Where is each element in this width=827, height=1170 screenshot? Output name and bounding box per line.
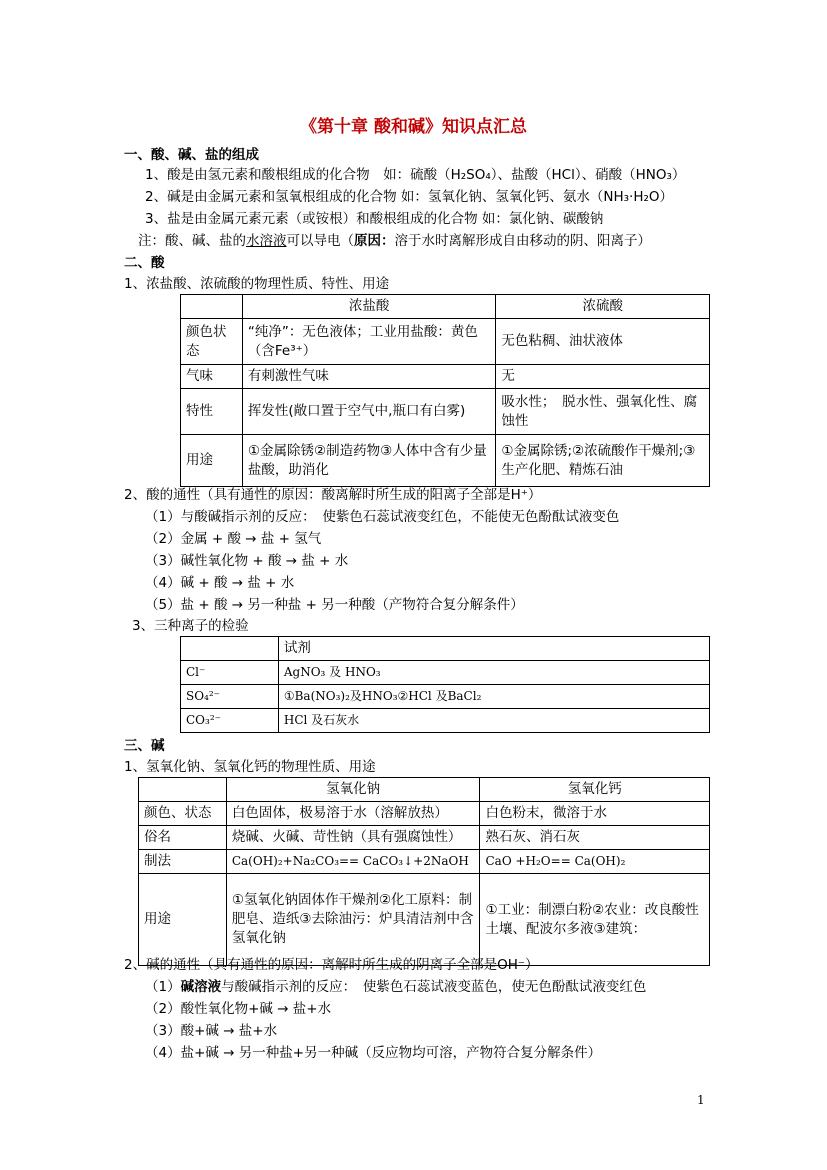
base-property-item [145,978,646,996]
table-cell: 气味 [181,365,243,389]
base-property-item: （4）盐+碱 → 另一种盐+另一种碱（反应物均可溶，产物符合复分解条件） [145,1045,602,1061]
acid-property-item: （1）与酸碱指示剂的反应： 使紫色石蕊试液变红色，不能使无色酚酞试液变色 [145,509,620,525]
table-cell: HCl 及石灰水 [278,709,709,733]
table-cell [181,637,279,661]
note-text: 可以导电（ [286,233,354,249]
acid-property-item: （2）金属 + 酸 → 盐 + 氢气 [145,531,322,547]
table-cell: SO₄²⁻ [181,685,279,709]
page-number: 1 [697,1093,705,1107]
table-cell: 无色粘稠、油状液体 [496,319,710,365]
table-cell: ①金属除锈②制造药物③人体中含有少量盐酸，助消化 [242,435,496,487]
table-cell: Ca(OH)₂+Na₂CO₃== CaCO₃↓+2NaOH [226,850,480,874]
ion-test-table [180,636,710,733]
item-bold: 碱溶液 [180,979,222,995]
conductivity-note [138,232,651,250]
acid-common-properties-heading: 2、酸的通性（具有通性的原因：酸离解时所生成的阳离子全部是H⁺） [124,487,542,503]
table-cell: ①金属除锈;②浓硫酸作干燥剂;③生产化肥、精炼石油 [496,435,710,487]
table-cell: 吸水性； 脱水性、强氧化性、腐蚀性 [496,389,710,435]
table-cell [181,295,243,319]
table-cell: 用途 [139,874,227,966]
table-cell: 白色固体，极易溶于水（溶解放热） [226,802,480,826]
table-cell: 颜色、状态 [139,802,227,826]
table-cell: 挥发性(敞口置于空气中,瓶口有白雾) [242,389,496,435]
table-cell: 特性 [181,389,243,435]
table-header: 试剂 [278,637,709,661]
table-header: 浓盐酸 [242,295,496,319]
section-heading-base: 三、碱 [124,738,165,754]
table-cell [139,778,227,802]
note-text: 注：酸、碱、盐的 [138,233,246,249]
acid-properties-table [180,294,710,487]
acid-subheading-properties: 1、浓盐酸、浓硫酸的物理性质、特性、用途 [124,276,390,292]
table-cell: “纯净”：无色液体；工业用盐酸：黄色（含Fe³⁺） [242,319,496,365]
table-cell: CO₃²⁻ [181,709,279,733]
table-cell: 熟石灰、消石灰 [480,826,710,850]
table-cell: 有刺激性气味 [242,365,496,389]
base-subheading-properties: 1、氢氧化钠、氢氧化钙的物理性质、用途 [124,759,376,775]
table-cell: ①Ba(NO₃)₂及HNO₃②HCl 及BaCl₂ [278,685,709,709]
table-cell: ①氢氧化钠固体作干燥剂②化工原料：制肥皂、造纸③去除油污：炉具清洁剂中含氢氧化钠 [226,874,480,966]
acid-definition: 1、酸是由氢元素和酸根组成的化合物 如：硫酸（H₂SO₄）、盐酸（HCl）、硝酸（HNO₃） [145,167,686,183]
table-header: 氢氧化钙 [480,778,710,802]
item-number: （1） [145,979,181,995]
acid-property-item: （5）盐 + 酸 → 另一种盐 + 另一种酸（产物符合复分解条件） [145,597,524,613]
table-cell: ①工业：制漂白粉②农业：改良酸性土壤、配波尔多液③建筑： [480,874,710,966]
table-cell: Cl⁻ [181,661,279,685]
item-text: 与酸碱指示剂的反应： 使紫色石蕊试液变蓝色，使无色酚酞试液变红色 [221,979,647,995]
note-underlined: 水溶液 [246,233,287,249]
table-cell: 颜色状态 [181,319,243,365]
note-bold: 原因： [354,233,395,249]
table-cell: AgNO₃ 及 HNO₃ [278,661,709,685]
salt-definition: 3、盐是由金属元素元素（或铵根）和酸根组成的化合物 如：氯化钠、碳酸钠 [145,211,604,227]
note-text: 溶于水时离解形成自由移动的阴、阳离子） [394,233,651,249]
acid-property-item: （4）碱 + 酸 → 盐 + 水 [145,575,295,591]
table-header: 浓硫酸 [496,295,710,319]
table-cell: 俗名 [139,826,227,850]
section-heading-acid: 二、酸 [124,255,165,271]
ion-test-heading: 3、三种离子的检验 [132,618,249,634]
document-title: 《第十章 酸和碱》知识点汇总 [300,117,527,137]
base-properties-table [138,777,710,966]
section-heading-composition: 一、酸、碱、盐的组成 [124,147,259,163]
acid-property-item: （3）碱性氧化物 + 酸 → 盐 + 水 [145,553,349,569]
base-common-properties-heading: 2、碱的通性（具有通性的原因：离解时所生成的阴离子全部是OH⁻） [124,957,539,973]
table-cell: CaO +H₂O== Ca(OH)₂ [480,850,710,874]
table-cell: 烧碱、火碱、苛性钠（具有强腐蚀性） [226,826,480,850]
base-property-item: （2）酸性氧化物+碱 → 盐+水 [145,1001,332,1017]
table-cell: 白色粉末，微溶于水 [480,802,710,826]
table-cell: 制法 [139,850,227,874]
table-cell: 用途 [181,435,243,487]
base-property-item: （3）酸+碱 → 盐+水 [145,1023,278,1039]
table-header: 氢氧化钠 [226,778,480,802]
base-definition: 2、碱是由金属元素和氢氧根组成的化合物 如：氢氧化钠、氢氧化钙、氨水（NH₃·H₂O） [145,189,674,205]
table-cell: 无 [496,365,710,389]
